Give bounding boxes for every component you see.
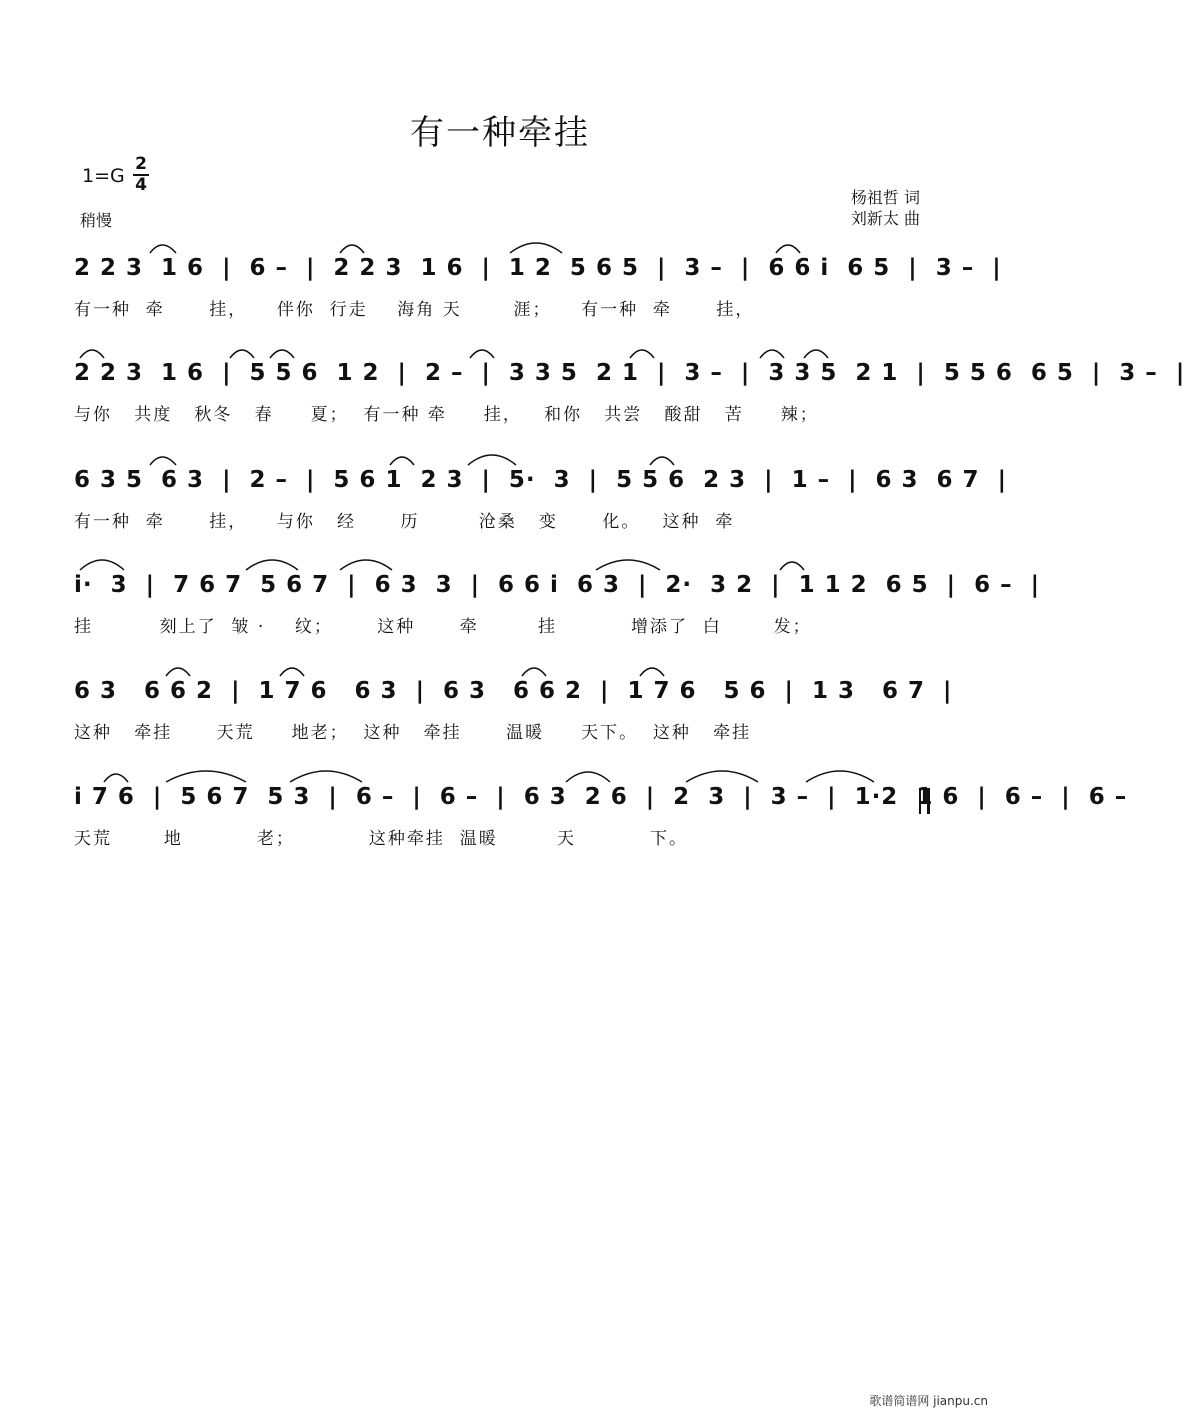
slur-marks xyxy=(70,445,930,469)
jianpu-notes: 6 3 6 6 2 | 1 7 6 6 3 | 6 3 6 6 2 | 1 7 6 5 6 | 1 3 6 7 | xyxy=(74,678,953,704)
jianpu-notes: 6 3 5 6 3 | 2 – | 5 6 1 2 3 | 5· 3 | 5 5 6 2 3 | 1 – | 6 3 6 7 | xyxy=(74,467,1007,493)
lyricist-credit: 杨祖哲 词 xyxy=(850,188,920,207)
lyrics: 有一种 牵 挂， 与你 经 历 沧桑 变 化。 这种 牵 xyxy=(74,512,735,532)
time-signature xyxy=(133,155,149,195)
slur-marks xyxy=(70,550,930,574)
slur-marks xyxy=(70,656,930,680)
lyrics: 有一种 牵 挂， 伴你 行走 海角 天 涯； 有一种 牵 挂， xyxy=(74,300,755,320)
lyrics: 与你 共度 秋冬 春 夏； 有一种 牵 挂， 和你 共尝 酸甜 苦 辣； xyxy=(74,405,819,425)
time-signature-denominator: 4 xyxy=(133,174,149,195)
jianpu-notes: 2 2 3 1 6 | 5 5 6 1 2 | 2 – | 3 3 5 2 1 | 3 – | 3 3 5 2 1 | 5 5 6 6 5 | 3 – | xyxy=(74,360,1185,386)
key-signature: 1=G xyxy=(82,165,125,187)
credits xyxy=(851,187,920,229)
slur-marks xyxy=(70,338,930,362)
lyrics: 这种 牵挂 天荒 地老； 这种 牵挂 温暖 天下。 这种 牵挂 xyxy=(74,723,752,743)
tempo-marking: 稍慢 xyxy=(80,211,113,230)
jianpu-notes: i 7 6 | 5 6 7 5 3 | 6 – | 6 – | 6 3 2 6 | 2 3 | 3 – | 1·2 1 6 | 6 – | 6 – xyxy=(74,784,1128,810)
lyrics: 挂 刻上了 皱 · 纹； 这种 牵 挂 增添了 白 发； xyxy=(74,617,812,637)
slur-marks xyxy=(70,762,930,786)
composer-credit: 刘新太 曲 xyxy=(850,209,920,228)
time-signature-numerator: 2 xyxy=(135,154,147,174)
song-title: 有一种牵挂 xyxy=(410,113,590,153)
site-watermark: 歌谱简谱网 jianpu.cn xyxy=(869,1394,988,1408)
slur-marks xyxy=(70,233,930,257)
lyrics: 天荒 地 老； 这种牵挂 温暖 天 下。 xyxy=(74,829,688,849)
jianpu-notes: 2 2 3 1 6 | 6 – | 2 2 3 1 6 | 1 2 5 6 5 | 3 – | 6 6 i 6 5 | 3 – | xyxy=(74,255,1002,281)
final-barline xyxy=(919,788,930,814)
jianpu-notes: i· 3 | 7 6 7 5 6 7 | 6 3 3 | 6 6 i 6 3 | 2· 3 2 | 1 1 2 6 5 | 6 – | xyxy=(74,572,1040,598)
